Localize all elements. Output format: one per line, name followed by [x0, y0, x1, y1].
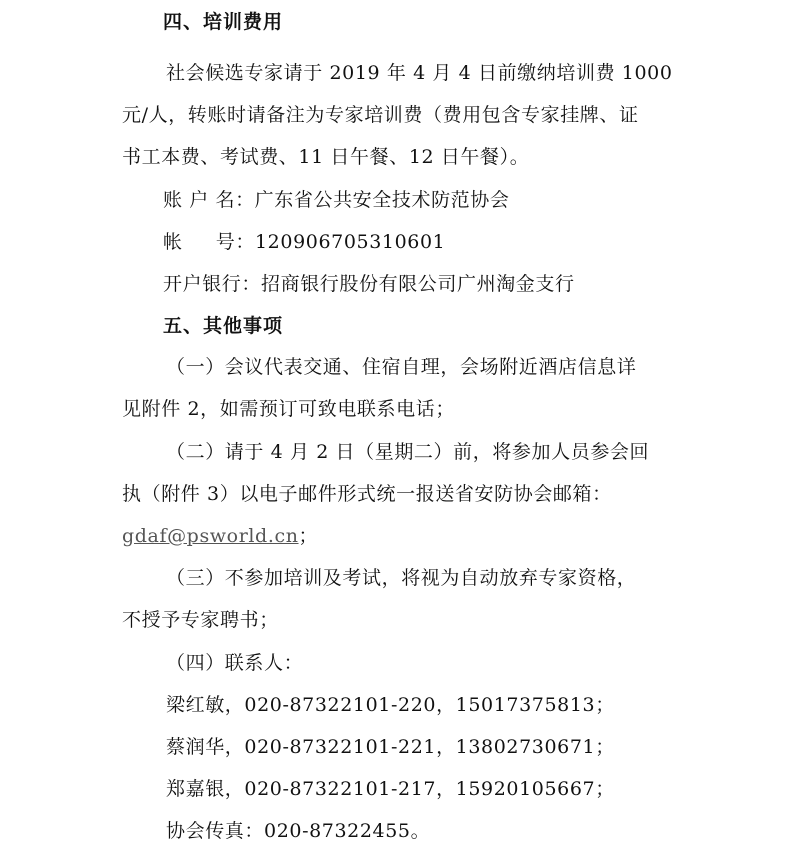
item-3-line-2: 不授予专家聘书；	[122, 609, 279, 631]
fee-paragraph-line-1: 社会候选专家请于 2019 年 4 月 4 日前缴纳培训费 1000	[166, 62, 673, 84]
contact-3: 郑嘉银，020-87322101-217，15920105667；	[166, 778, 615, 800]
contact-2: 蔡润华，020-87322101-221，13802730671；	[166, 736, 615, 758]
fee-paragraph-line-3: 书工本费、考试费、11 日午餐、12 日午餐）。	[122, 146, 530, 168]
fee-paragraph-line-2: 元/人，转账时请备注为专家培训费（费用包含专家挂牌、证	[122, 104, 639, 126]
item-1-line-2: 见附件 2，如需预订可致电联系电话；	[122, 398, 455, 420]
item-1-line-1: （一）会议代表交通、住宿自理，会场附近酒店信息详	[166, 356, 637, 378]
bank-name: 开户银行：招商银行股份有限公司广州淘金支行	[163, 273, 575, 295]
item-2-line-2: 执（附件 3）以电子邮件形式统一报送省安防协会邮箱：	[122, 483, 612, 505]
email-line	[122, 524, 318, 548]
item-4: （四）联系人：	[166, 652, 304, 674]
section-4-heading: 四、培训费用	[163, 11, 284, 33]
item-2-line-1: （二）请于 4 月 2 日（星期二）前，将参加人员参会回	[166, 441, 650, 463]
account-name: 账 户 名：广东省公共安全技术防范协会	[163, 189, 510, 211]
email-link[interactable]: gdaf@psworld.cn	[122, 525, 299, 547]
contact-1: 梁红敏，020-87322101-220，15017375813；	[166, 694, 615, 716]
item-3-line-1: （三）不参加培训及考试，将视为自动放弃专家资格，	[166, 567, 637, 589]
email-tail: ；	[298, 525, 319, 547]
fax: 协会传真：020-87322455。	[166, 820, 431, 842]
account-number: 帐 号：120906705310601	[163, 231, 446, 253]
section-5-heading: 五、其他事项	[163, 315, 284, 337]
